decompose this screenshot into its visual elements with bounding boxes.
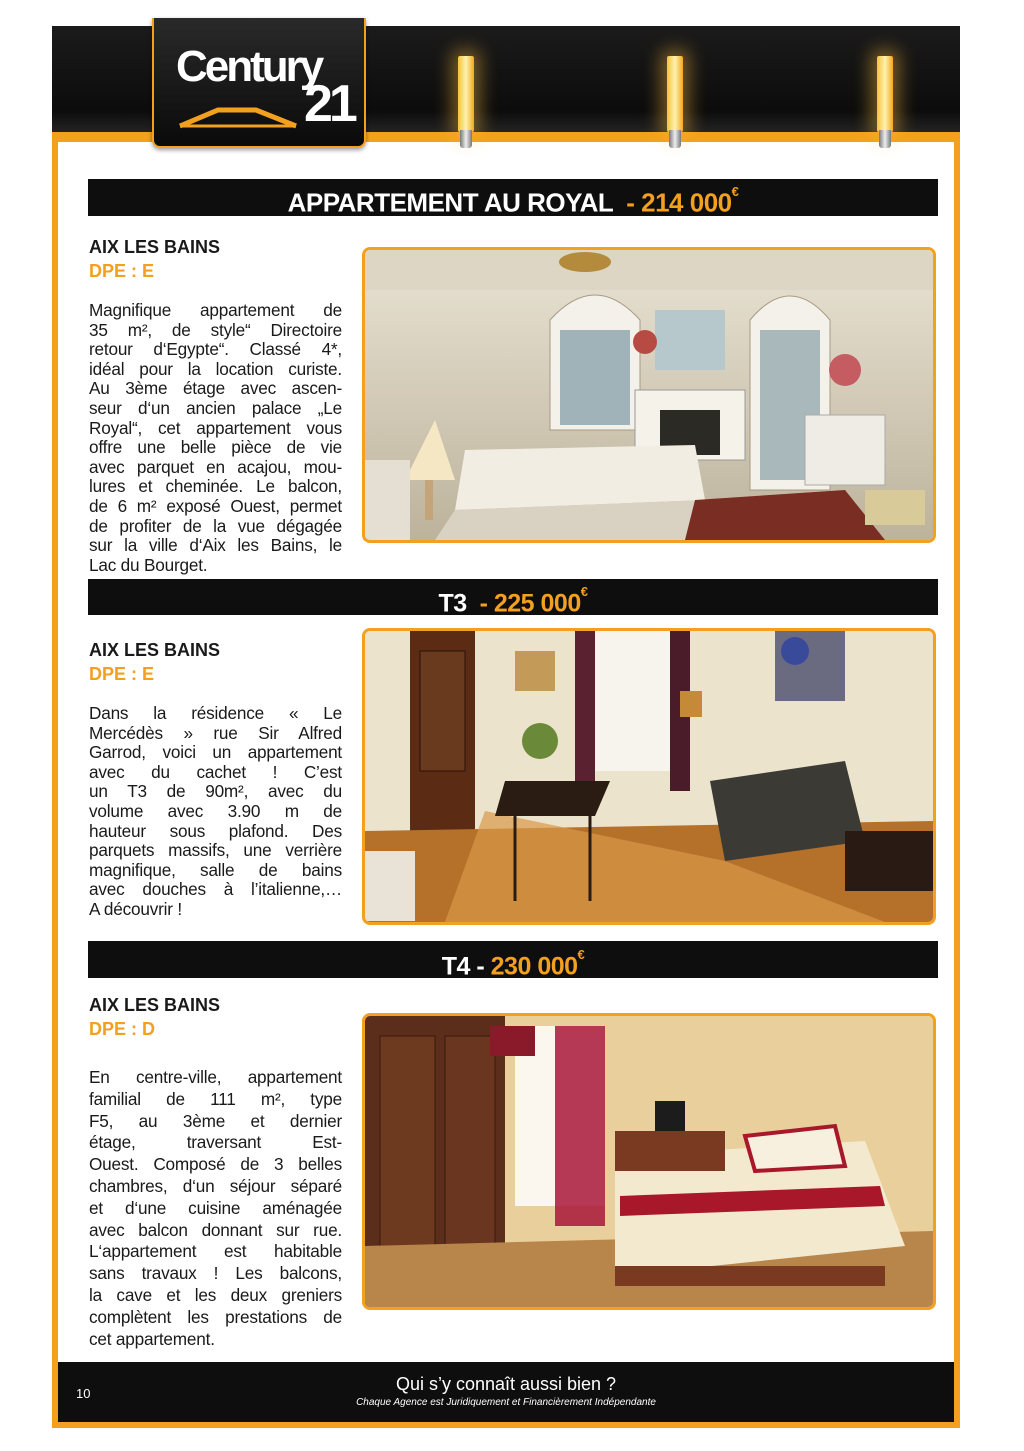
lamp-base xyxy=(879,130,891,148)
listing-city: AIX LES BAINS xyxy=(89,995,221,1015)
listing-description xyxy=(89,1067,342,1350)
description-line: chambres, d‘un séjour séparé xyxy=(89,1175,342,1196)
listing-price: 230 000 xyxy=(490,952,578,981)
footer-slogan: Qui s’y connaît aussi bien ? xyxy=(395,1374,617,1394)
house-roof-icon xyxy=(178,102,302,130)
description-line: Mercédès » rue Sir Alfred xyxy=(89,722,342,743)
description-line: avec douches à l’italienne,… xyxy=(89,879,342,900)
listing-city: AIX LES BAINS xyxy=(89,640,221,660)
listing-title-bar xyxy=(88,941,938,981)
listing-price: 214 000 xyxy=(641,187,732,218)
description-line: magnifique, salle de bains xyxy=(89,859,342,880)
description-line: 35 m², de style“ Directoire xyxy=(89,319,342,340)
description-line: seur d‘un ancien palace „Le xyxy=(89,397,342,418)
description-line: sans travaux ! Les balcons, xyxy=(89,1263,342,1284)
currency-symbol: € xyxy=(577,947,585,962)
listing-description xyxy=(89,704,342,920)
listing-title: T4 xyxy=(441,952,470,981)
lamp-light xyxy=(458,56,474,132)
footer-bar xyxy=(58,1362,954,1422)
description-line: la cave et les deux greniers xyxy=(89,1284,342,1305)
description-line: lures et cheminée. Le balcon, xyxy=(89,476,342,497)
currency-symbol: € xyxy=(731,184,739,199)
listing-photo-salon[interactable] xyxy=(362,628,936,925)
description-line: avec balcon donnant sur rue. xyxy=(89,1219,342,1240)
currency-symbol: € xyxy=(580,584,588,599)
listing-city: AIX LES BAINS xyxy=(89,237,221,257)
description-line: cet appartement. xyxy=(89,1328,215,1349)
listing-dpe: DPE : E xyxy=(89,664,155,684)
page-number: 10 xyxy=(76,1386,91,1401)
description-line: hauteur sous plafond. Des xyxy=(89,820,342,841)
lamp-light xyxy=(667,56,683,132)
photo-illustration xyxy=(365,1016,933,1307)
listing-title-bar xyxy=(88,179,938,216)
logo-number: 21 xyxy=(304,75,354,133)
listing-dpe: DPE : D xyxy=(89,1019,156,1039)
description-line: sur la ville d‘Aix les Bains, le xyxy=(89,535,342,556)
description-line: Lac du Bourget. xyxy=(89,554,208,575)
century21-logo[interactable] xyxy=(152,18,366,148)
listing-description xyxy=(89,301,342,575)
description-line: Garrod, voici un appartement xyxy=(89,742,342,763)
description-line: Ouest. Composé de 3 belles xyxy=(89,1154,342,1175)
description-line: de profiter de la vue dégagée xyxy=(89,515,342,536)
description-line: parquets massifs, une verrière xyxy=(89,840,342,861)
description-line: avec du cachet ! C’est xyxy=(89,761,342,782)
description-line: volume avec 3.90 m de xyxy=(89,800,342,821)
description-line: Royal“, cet appartement vous xyxy=(89,417,342,438)
description-line: offre une belle pièce de vie xyxy=(89,437,342,458)
description-line: Dans la résidence « Le xyxy=(89,703,342,723)
description-line: et d‘une cuisine aménagée xyxy=(89,1197,342,1218)
listing-photo-living-room[interactable] xyxy=(362,247,936,543)
description-line: avec parquet en acajou, mou- xyxy=(89,456,342,477)
description-line: idéal pour la location curiste. xyxy=(89,358,342,379)
photo-illustration xyxy=(365,631,933,922)
price-separator: - xyxy=(626,187,635,218)
description-line: un T3 de 90m², avec du xyxy=(89,781,342,802)
description-line: étage, traversant Est- xyxy=(89,1132,342,1153)
footer-disclaimer: Chaque Agence est Juridiquement et Financièrement Indépendante xyxy=(356,1397,656,1408)
description-line: de 6 m² exposé Ouest, permet xyxy=(89,495,342,516)
lamp-base xyxy=(460,130,472,148)
description-line: A découvrir ! xyxy=(89,898,182,919)
price-separator: - xyxy=(479,589,488,618)
description-line: En centre-ville, appartement xyxy=(89,1067,342,1087)
lamp-light xyxy=(877,56,893,132)
photo-illustration xyxy=(365,250,933,540)
description-line: Au 3ème étage avec ascen- xyxy=(89,378,342,399)
description-line: L‘appartement est habitable xyxy=(89,1241,342,1262)
listing-title: T3 xyxy=(438,589,467,618)
description-line: Magnifique appartement de xyxy=(89,300,342,320)
listing-title: APPARTEMENT AU ROYAL xyxy=(287,187,613,218)
listing-title-bar xyxy=(88,579,938,618)
logo-wordmark: Century xyxy=(176,42,322,91)
price-separator: - xyxy=(476,952,485,981)
lamp-base xyxy=(669,130,681,148)
description-line: complètent les prestations de xyxy=(89,1306,342,1327)
description-line: F5, au 3ème et dernier xyxy=(89,1110,342,1131)
description-line: familial de 111 m², type xyxy=(89,1088,342,1109)
listing-price: 225 000 xyxy=(493,589,581,618)
listing-photo-bedroom[interactable] xyxy=(362,1013,936,1310)
listing-dpe: DPE : E xyxy=(89,261,155,281)
description-line: retour d‘Egypte“. Classé 4*, xyxy=(89,339,342,360)
